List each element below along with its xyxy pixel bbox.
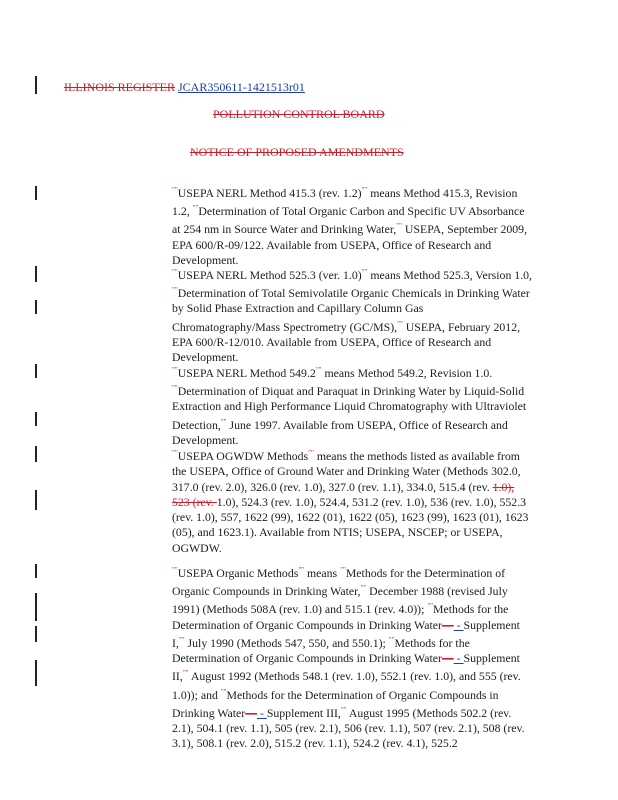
notice-header: NOTICE OF PROPOSED AMENDMENTS <box>190 145 404 159</box>
register-header <box>64 80 305 95</box>
definition-text: USEPA, September 2009, EPA 600/R-09/122. Available from USEPA, Office of Research and Development. <box>172 222 528 267</box>
change-bar <box>35 660 37 686</box>
definition-method-415-3: ""USEPA NERL Method 415.3 (rev. 1.2)"" means Method 415.3, Revision 1.2, ""Determination of Total Organic Carbon and Specific UV Absorbance at 254 nm in Source Water and Drinking Water,"" USEPA, September 2009, EPA 600/R-09/122. Available from USEPA, Office of Research and Development. <box>172 185 528 267</box>
definition-text: means the methods listed as available from the USEPA, Office of Ground Water and Drinking Water (Methods 302.0, 317.0 (rev. 2.0), 326.0 (rev. 1.0), 327.0 (rev. 1.1), 334.0, 515.4 (rev. <box>172 448 521 494</box>
agency-header: POLLUTION CONTROL BOARD <box>213 107 385 121</box>
struck-text: 1.0), 523 (rev. <box>172 479 515 509</box>
definition-term: USEPA Organic Methods <box>177 565 299 580</box>
definition-text: December 1988 (revised July 1991) (Methods 508A (rev. 1.0) and 515.1 (rev. 4.0)); <box>172 584 508 617</box>
supplement-label: Supplement I, <box>172 617 520 650</box>
definition-text: means <box>304 565 341 580</box>
register-code: JCAR350611-1421513r01 <box>178 80 305 94</box>
definition-text: means Method 549.2, Revision 1.0. <box>321 365 493 380</box>
definition-text: August 1995 (Methods 502.2 (rev. 2.1), 504.1 (rev. 1.1), 505 (rev. 2.1), 506 (rev. 1.1), 507 (rev. 2.1), 508 (rev. 3.1), 508.1 (rev. 2.0), 515.2 (rev. 1.1), 524.2 (rev. 4.1), 525.2 <box>172 705 525 751</box>
definition-term: USEPA NERL Method 525.3 (ver. 1.0) <box>177 267 362 282</box>
definition-text: 1.0), 524.3 (rev. 1.0), 524.4, 531.2 (rev. 1.0), 536 (rev. 1.0), 552.3 (rev. 1.0), 557, 1622 (99), 1622 (01), 1622 (05), 1623 (99), 1623 (01), 1623 (05), and 1623.1). Available from NTIS; USEPA, NSCEP; or USEPA, OGWDW. <box>172 494 529 555</box>
change-bar <box>35 564 37 578</box>
supplement-label: Supplement III, <box>266 705 341 720</box>
change-bar <box>35 446 37 462</box>
publication-title: Methods for the Determination of Organic Compounds in Drinking Water, <box>172 565 506 599</box>
definition-method-549-2: ""USEPA NERL Method 549.2"" means Method 549.2, Revision 1.0. ""Determination of Diquat and Paraquat in Drinking Water by Liquid-Solid Extraction and High Performance Liquid Chromatography with Ultraviolet Detection,"" June 1997. Available from USEPA, Office of Research and Development. <box>172 365 527 447</box>
definition-term: USEPA NERL Method 549.2 <box>177 365 316 380</box>
change-bar <box>35 593 37 621</box>
supplement-label: Supplement II, <box>172 651 520 684</box>
change-bar <box>35 186 37 200</box>
change-bar <box>35 364 37 378</box>
publication-title: Determination of Diquat and Paraquat in Drinking Water by Liquid-Solid Extraction and High Performance Liquid Chromatography with Ultraviolet Detection, <box>172 384 527 432</box>
definition-text: July 1990 (Methods 547, 550, and 550.1); <box>184 635 389 650</box>
change-bar <box>35 76 37 94</box>
definition-method-525-3: ""USEPA NERL Method 525.3 (ver. 1.0)"" means Method 525.3, Version 1.0, ""Determination of Total Semivolatile Organic Chemicals in Drinking Water by Solid Phase Extraction and Capillary Column Gas Chromatography/Mass Spectrometry (GC/MS),"" USEPA, February 2012, EPA 600/R-12/010. Available from USEPA, Office of Research and Development. <box>172 267 532 365</box>
publication-title: Determination of Total Organic Carbon and Specific UV Absorbance at 254 nm in Source Water and Drinking Water, <box>172 204 525 237</box>
definition-text: USEPA, February 2012, EPA 600/R-12/010. Available from USEPA, Office of Research and Development. <box>172 319 521 365</box>
definition-ogwdw-methods: ""USEPA OGWDW Methods"" means the methods listed as available from the USEPA, Office of Ground Water and Drinking Water (Methods 302.0, 317.0 (rev. 2.0), 326.0 (rev. 1.0), 327.0 (rev. 1.1), 334.0, 515.4 (rev. 1.0), 523 (rev. 1.0), 524.3 (rev. 1.0), 524.4, 531.2 (rev. 1.0), 536 (rev. 1.0), 552.3 (rev. 1.0), 557, 1622 (99), 1622 (01), 1622 (05), 1623 (99), 1623 (01), 1623 (05), and 1623.1). Available from NTIS; USEPA, NSCEP; or USEPA, OGWDW. <box>172 448 529 555</box>
definition-text: June 1997. Available from USEPA, Office of Research and Development. <box>172 417 508 447</box>
definition-term: USEPA OGWDW Methods <box>177 448 309 463</box>
change-bar <box>35 626 37 642</box>
publication-title: Methods for the Determination of Organic Compounds in Drinking Water <box>172 602 509 632</box>
change-bar <box>35 412 37 426</box>
publication-title: Determination of Total Semivolatile Organic Chemicals in Drinking Water by Solid Phase Extraction and Capillary Column Gas Chromatography/Mass Spectrometry (GC/MS), <box>172 286 530 334</box>
publication-title: Methods for the Determination of Organic Compounds in Drinking Water <box>172 687 499 720</box>
definition-term: USEPA NERL Method 415.3 (rev. 1.2) <box>177 185 362 200</box>
definition-text: August 1992 (Methods 548.1 (rev. 1.0), 552.1 (rev. 1.0), and 555 (rev. 1.0)); and <box>172 669 521 702</box>
change-bar <box>35 490 37 510</box>
definition-text: means Method 415.3, Revision 1.2, <box>172 185 518 219</box>
definition-organic-methods: ""USEPA Organic Methods"" means ""Methods for the Determination of Organic Compounds in Drinking Water,"" December 1988 (revised July 1991) (Methods 508A (rev. 1.0) and 515.1 (rev. 4.0)); ""Methods for the Determination of Organic Compounds in Drinking Water— - Supplement I,"" July 1990 (Methods 547, 550, and 550.1); ""Methods for the Determination of Organic Compounds in Drinking Water— - Supplement II,"" August 1992 (Methods 548.1 (rev. 1.0), 552.1 (rev. 1.0), and 555 (rev. 1.0)); and ""Methods for the Determination of Organic Compounds in Drinking Water— - Supplement III,"" August 1995 (Methods 502.2 (rev. 2.1), 504.1 (rev. 1.1), 505 (rev. 2.1), 506 (rev. 1.1), 507 (rev. 2.1), 508 (rev. 3.1), 508.1 (rev. 2.0), 515.2 (rev. 1.1), 524.2 (rev. 4.1), 525.2 <box>172 565 525 751</box>
definition-text: means Method 525.3, Version 1.0, <box>367 267 532 282</box>
register-struck: ILLINOIS REGISTER <box>64 80 175 94</box>
publication-title: Methods for the Determination of Organic Compounds in Drinking Water <box>172 635 470 666</box>
change-bar <box>35 266 37 282</box>
change-bar <box>35 300 37 314</box>
